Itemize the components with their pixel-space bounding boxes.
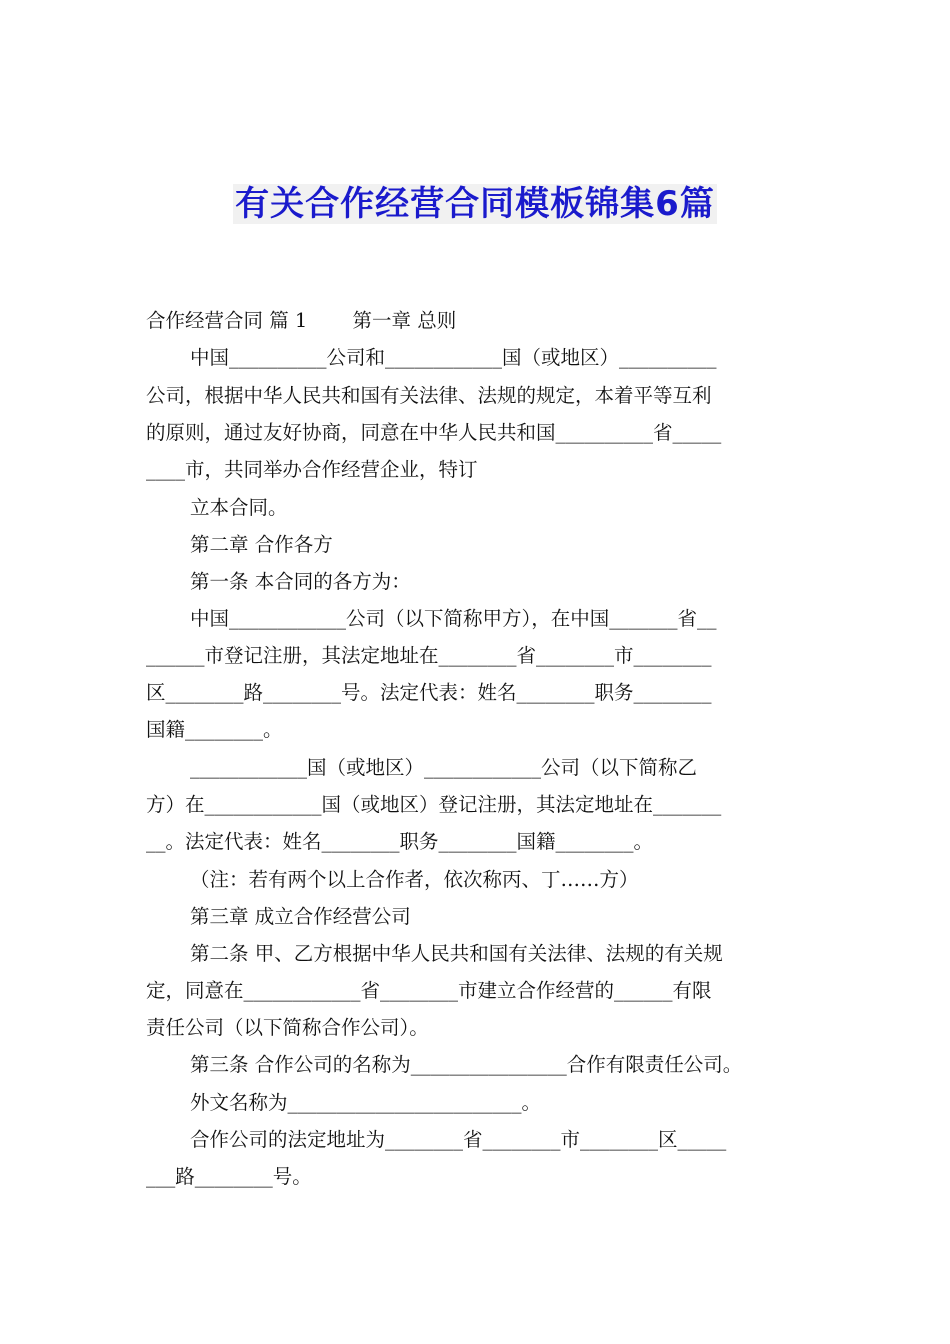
text-line: 中国__________公司和____________国（或地区）__________ — [190, 346, 717, 369]
text-line: 第三条 合作公司的名称为________________合作有限责任公司。 — [190, 1053, 743, 1076]
text-line: 第一条 本合同的各方为： — [190, 570, 411, 593]
text-line: （注：若有两个以上合作者，依次称丙、丁……方） — [190, 868, 639, 891]
text-line: 合作经营合同 篇 1 第一章 总则 — [146, 309, 457, 332]
text-line: 区________路________号。法定代表：姓名________职务________ — [146, 681, 712, 704]
text-line: 第二章 合作各方 — [190, 533, 333, 556]
text-line: 定，同意在____________省________市建立合作经营的______有限 — [146, 979, 712, 1002]
text-line: 立本合同。 — [190, 496, 288, 519]
text-line: 的原则，通过友好协商，同意在中华人民共和国__________省_____ — [146, 421, 722, 444]
text-line: ____市，共同举办合作经营企业，特订 — [146, 458, 478, 481]
text-line: 中国____________公司（以下简称甲方），在中国_______省__ — [190, 607, 717, 630]
text-line: ___路________号。 — [146, 1165, 312, 1188]
text-line: 合作公司的法定地址为________省________市________区_____ — [190, 1128, 727, 1151]
text-line: 公司，根据中华人民共和国有关法律、法规的规定，本着平等互利 — [146, 384, 712, 407]
text-line: 第二条 甲、乙方根据中华人民共和国有关法律、法规的有关规 — [190, 942, 723, 965]
text-line: 方）在____________国（或地区）登记注册，其法定地址在_______ — [146, 793, 722, 816]
text-line: ______市登记注册，其法定地址在________省________市________ — [146, 644, 712, 667]
text-line: 外文名称为________________________。 — [190, 1091, 542, 1114]
text-line: 国籍________。 — [146, 718, 283, 741]
text-line: 第三章 成立合作经营公司 — [190, 905, 411, 928]
text-line: 责任公司（以下简称合作公司）。 — [146, 1016, 429, 1039]
text-line: __。法定代表：姓名________职务________国籍________。 — [146, 830, 654, 853]
document-title: 有关合作经营合同模板锦集6篇 — [235, 184, 715, 224]
text-line: ____________国（或地区）____________公司（以下简称乙 — [190, 756, 698, 779]
